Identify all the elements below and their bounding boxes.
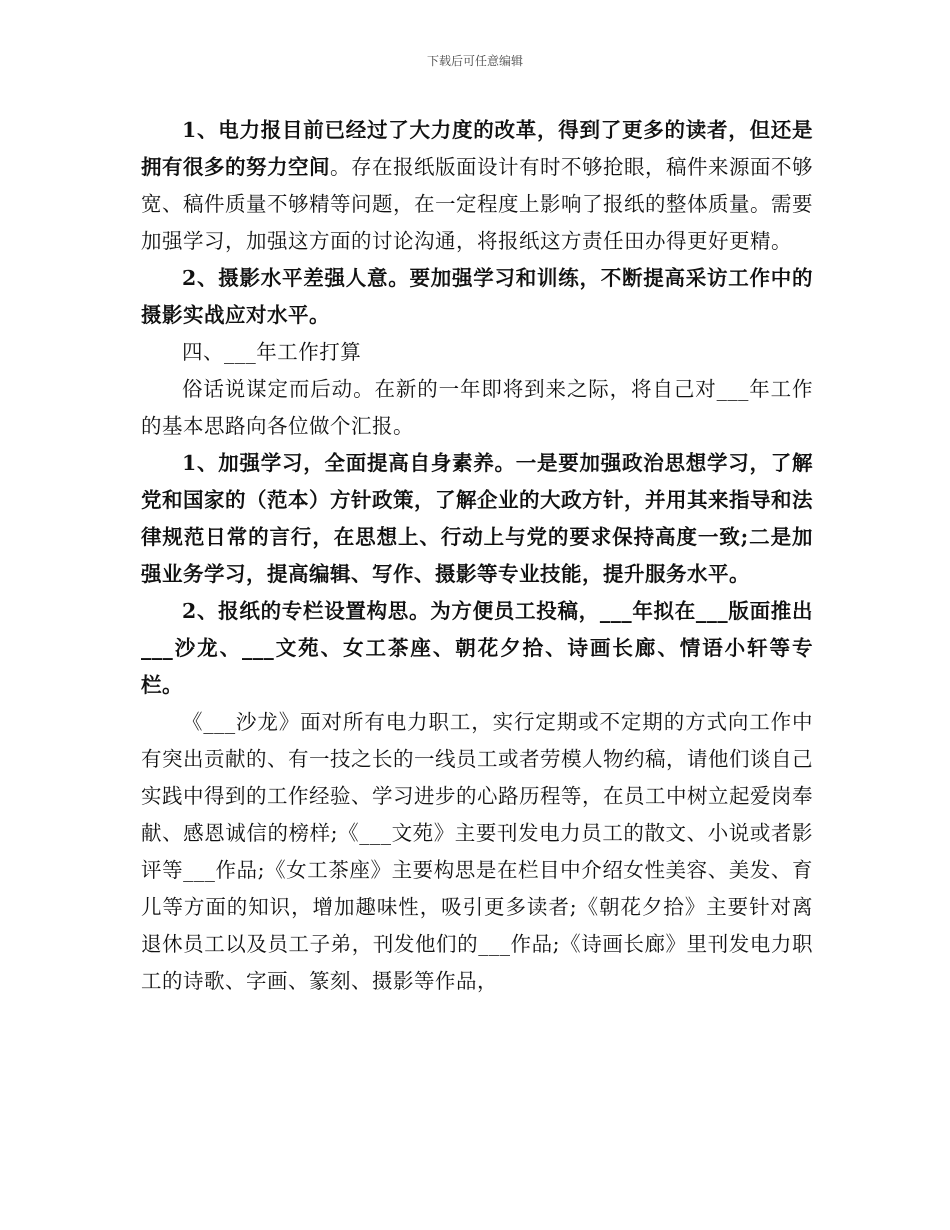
section-heading: 四、___年工作打算 [182,340,362,364]
paragraph-1-text: 。存在报纸版面设计有时不够抢眼，稿件来源面不够宽、稿件质量不够精等问题，在一定程度上影响了报纸的整体质量。需要加强学习，加强这方面的讨论沟通，将报纸这方责任田办得更好更精。 [141,155,813,253]
paragraph-1 [141,112,813,260]
paragraph-1-bold-lead: 1、电力报目前已经过了大力度的改革，得到了更多的读者，但还是拥有很多的努力空间 [141,118,813,179]
paragraph-3: 俗话说谋定而后动。在新的一年即将到来之际，将自己对___年工作的基本思路向各位做个汇报。 [141,377,813,438]
document-body [141,112,813,1000]
page-header: 下载后可任意编辑 [426,54,523,68]
paragraph-6: 《___沙龙》面对所有电力职工，实行定期或不定期的方式向工作中有突出贡献的、有一技之长的一线员工或者劳模人物约稿，请他们谈自己实践中得到的工作经验、学习进步的心路历程等，在员工中树立起爱岗奉献、感恩诚信的榜样;《___文苑》主要刊发电力员工的散文、小说或者影评等___作品;《女工茶座》主要构思是在栏目中介绍女性美容、美发、育儿等方面的知识，增加趣味性，吸引更多读者;《朝花夕拾》主要针对离退休员工以及员工子弟，刊发他们的___作品;《诗画长廊》里刊发电力职工的诗歌、字画、篆刻、摄影等作品， [141,710,813,993]
paragraph-2: 2、摄影水平差强人意。要加强学习和训练，不断提高采访工作中的摄影实战应对水平。 [141,266,813,327]
paragraph-5: 2、报纸的专栏设置构思。为方便员工投稿，___年拟在___版面推出___沙龙、___文苑、女工茶座、朝花夕拾、诗画长廊、情语小轩等专栏。 [141,599,813,697]
paragraph-4: 1、加强学习，全面提高自身素养。一是要加强政治思想学习，了解党和国家的（范本）方针政策，了解企业的大政方针，并用其来指导和法律规范日常的言行，在思想上、行动上与党的要求保持高度一致;二是加强业务学习，提高编辑、写作、摄影等专业技能，提升服务水平。 [141,451,813,586]
